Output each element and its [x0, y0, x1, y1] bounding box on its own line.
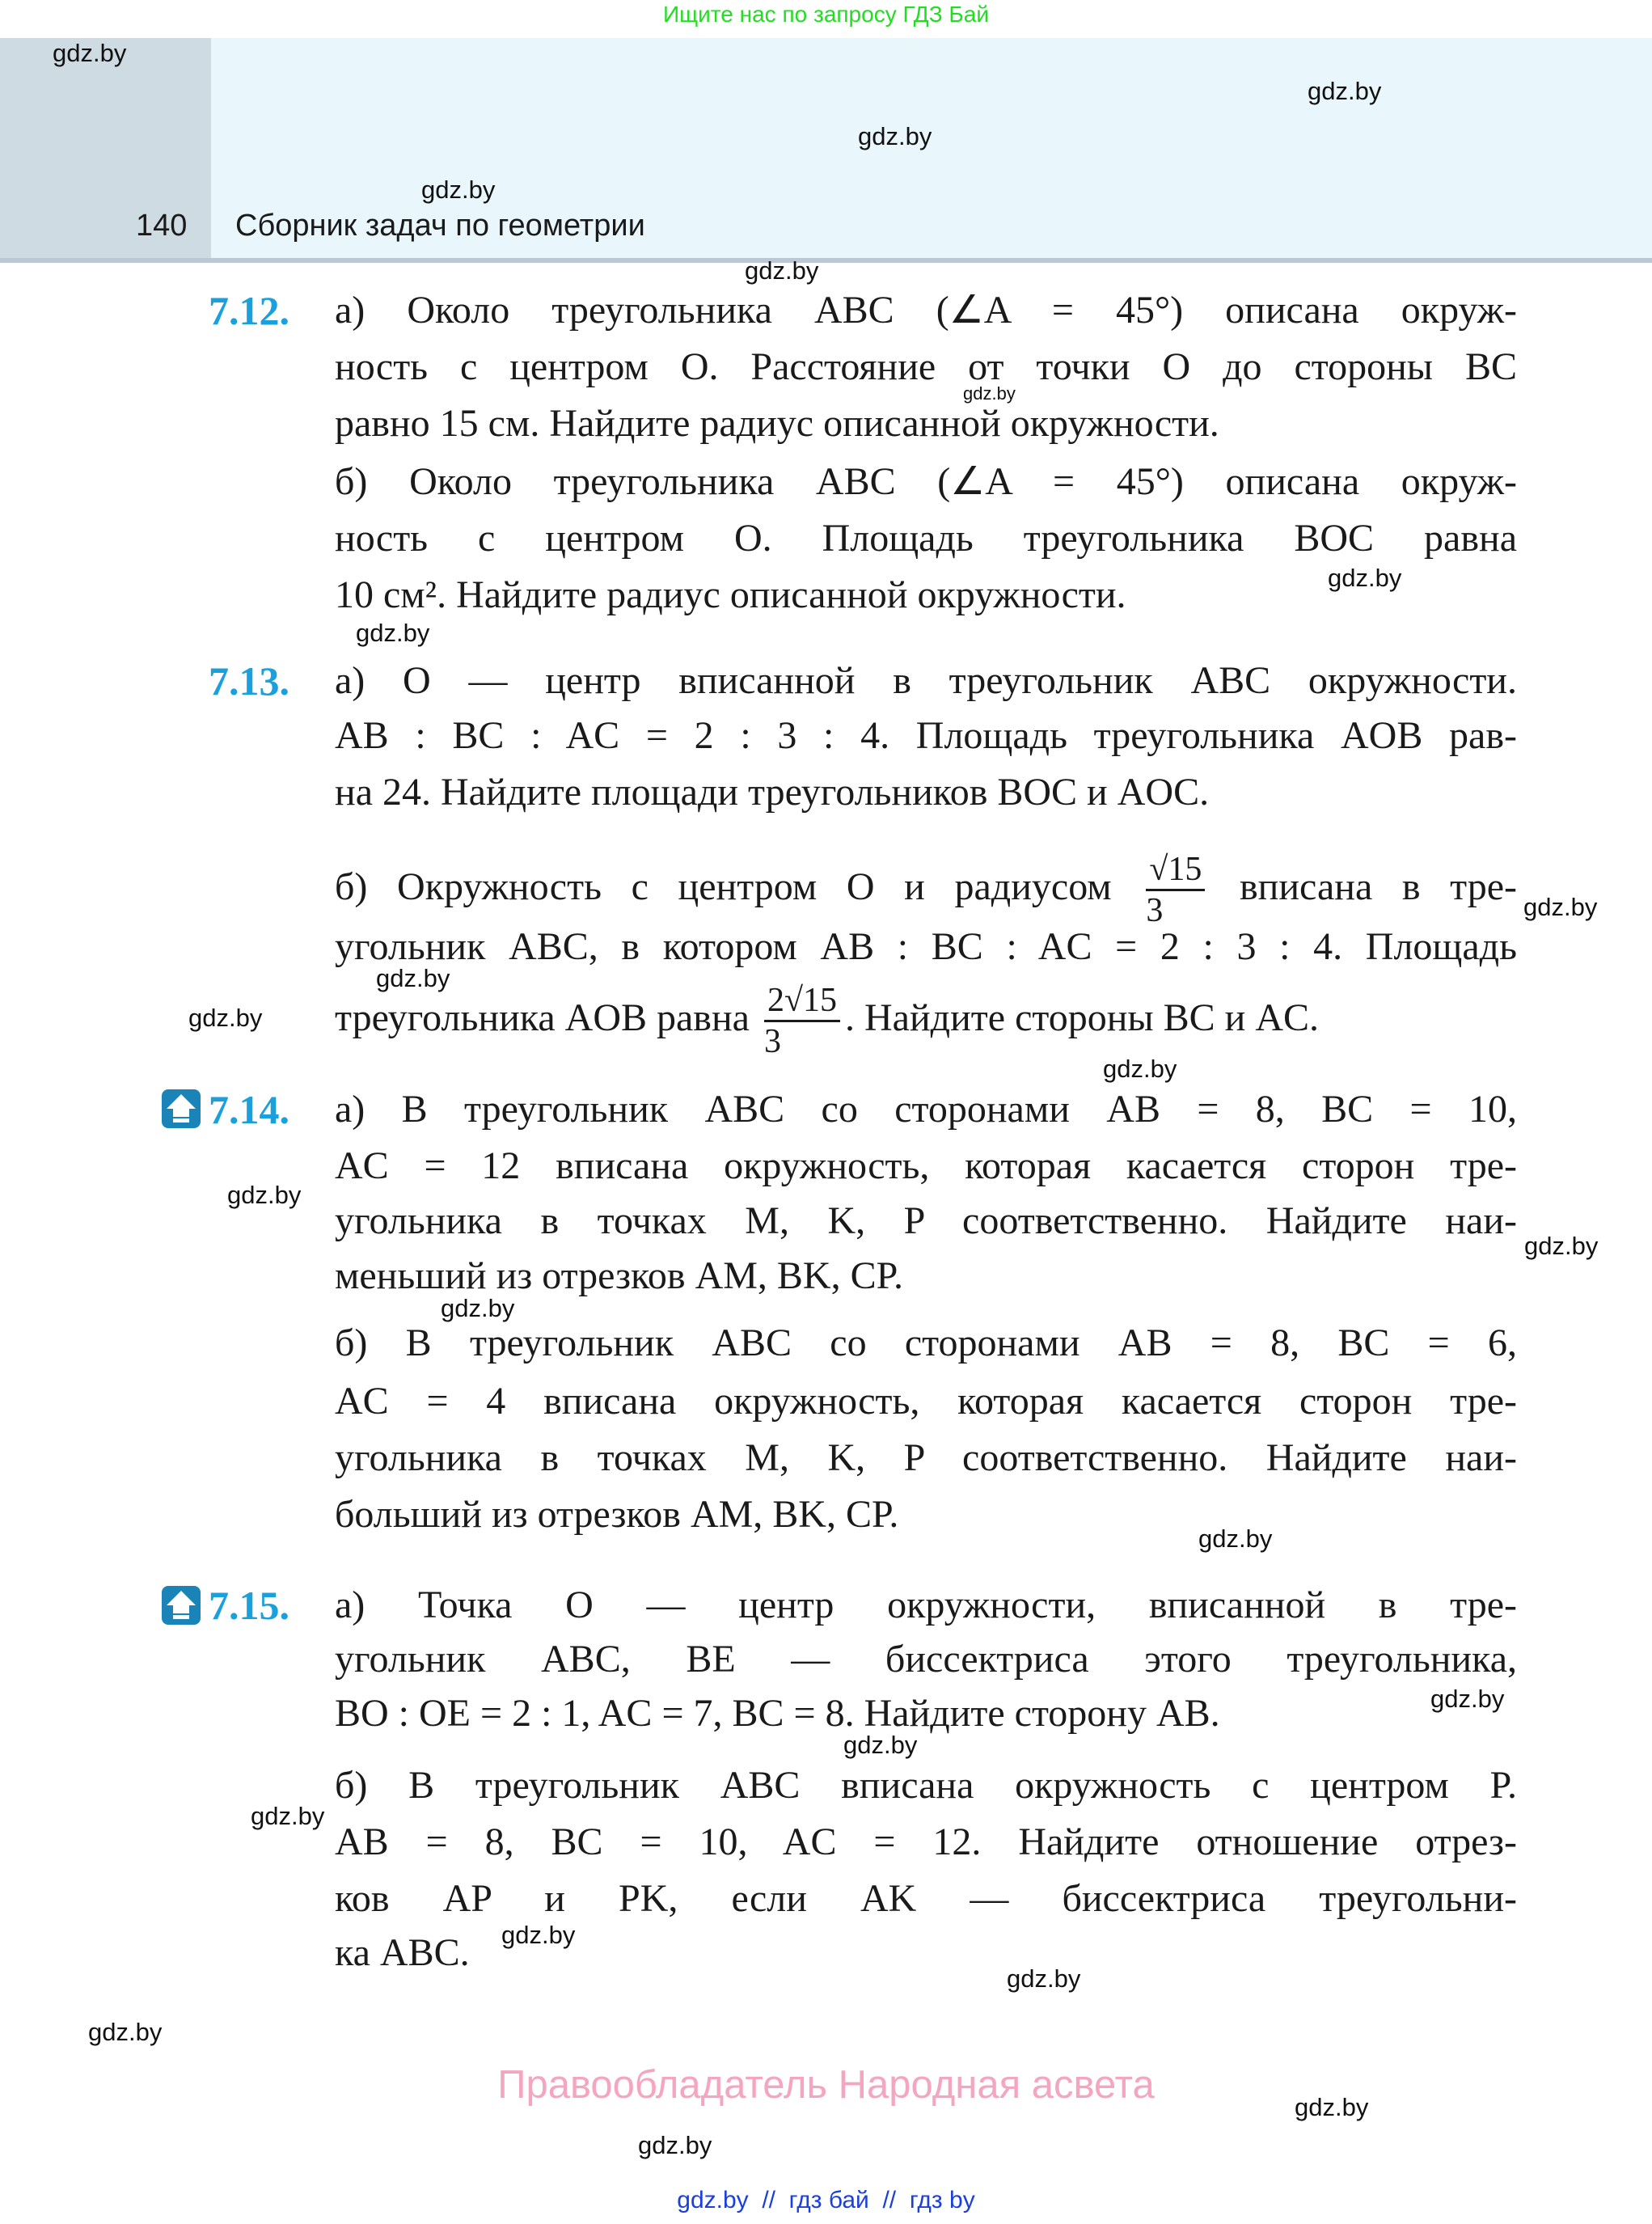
watermark: gdz.by	[1198, 1524, 1273, 1553]
watermark: gdz.by	[1430, 1685, 1505, 1713]
problem-line: меньший из отрезков AM, BK, CP.	[335, 1254, 903, 1297]
watermark: gdz.by	[1295, 2093, 1369, 2121]
watermark: gdz.by	[188, 1004, 263, 1032]
copyright-notice: Правообладатель Народная асвета	[497, 2063, 1155, 2107]
problem-number: 7.15.	[209, 1583, 289, 1628]
problem-line: равно 15 см. Найдите радиус описанной окружности.	[335, 402, 1219, 445]
problem-line: а) Около треугольника ABC (∠A = 45°) описана окруж-	[335, 289, 1517, 332]
watermark: gdz.by	[251, 1802, 325, 1830]
problem-line: ков AP и PK, если AK — биссектриса треугольни-	[335, 1877, 1517, 1920]
watermark: gdz.by	[356, 619, 430, 647]
problem-line: а) В треугольник ABC со сторонами AB = 8, BC = 10,	[335, 1088, 1517, 1131]
text: вписана в тре-	[1240, 865, 1518, 908]
text: б) Окружность с центром O и радиусом	[335, 865, 1112, 908]
denominator: 3	[1146, 892, 1164, 930]
problem-line: AC = 4 вписана окружность, которая касается сторон тре-	[335, 1380, 1517, 1423]
problem-line: AB = 8, BC = 10, AC = 12. Найдите отношение отрез-	[335, 1820, 1517, 1863]
watermark: gdz.by	[1308, 77, 1382, 105]
numerator: 2√15	[764, 981, 840, 1022]
watermark: gdz.by	[745, 256, 819, 285]
search-hint: Ищите нас по запросу ГДЗ Бай	[662, 2, 990, 27]
watermark: gdz.by	[843, 1731, 918, 1759]
problem-line: угольник ABC, в котором AB : BC : AC = 2 : 3 : 4. Площадь	[335, 925, 1517, 968]
watermark: gdz.by	[858, 122, 932, 150]
problem-line: 10 см². Найдите радиус описанной окружности.	[335, 573, 1126, 616]
numerator: √15	[1146, 850, 1205, 891]
problem-line: угольника в точках M, K, P соответственно. Найдите наи-	[335, 1199, 1517, 1242]
watermark: gdz.by	[1328, 564, 1402, 592]
problem-line: BO : OE = 2 : 1, AC = 7, BC = 8. Найдите сторону AB.	[335, 1692, 1220, 1735]
problem-line: ность с центром O. Площадь треугольника BOC равна	[335, 517, 1517, 560]
fraction	[764, 981, 840, 1061]
watermark: gdz.by	[1523, 893, 1598, 921]
page-number: 140	[136, 209, 188, 243]
watermark: gdz.by	[421, 175, 496, 204]
watermark: gdz.by	[501, 1921, 576, 1949]
watermark: gdz.by	[227, 1181, 302, 1209]
watermark: gdz.by	[638, 2131, 712, 2159]
problem-line	[335, 974, 1517, 1063]
problem-line: AB : BC : AC = 2 : 3 : 4. Площадь треугольника AOB рав-	[335, 714, 1517, 757]
problem-line: ность с центром O. Расстояние от точки O до стороны BC	[335, 345, 1517, 388]
watermark: gdz.by	[376, 964, 450, 992]
problem-line: на 24. Найдите площади треугольников BOC и AOC.	[335, 771, 1210, 814]
problem-line: ка ABC.	[335, 1931, 470, 1974]
home-task-icon	[162, 1586, 201, 1625]
watermark: gdz.by	[1103, 1055, 1177, 1083]
problem-line: угольник ABC, BE — биссектриса этого треугольника,	[335, 1638, 1517, 1681]
text: . Найдите стороны BC и AC.	[845, 996, 1320, 1039]
problem-line: AC = 12 вписана окружность, которая касается сторон тре-	[335, 1144, 1517, 1187]
home-task-icon	[162, 1089, 201, 1128]
book-title: Сборник задач по геометрии	[235, 209, 645, 243]
watermark: gdz.by	[1007, 1964, 1081, 1993]
text: треугольника AOB равна	[335, 996, 750, 1039]
problem-line: а) O — центр вписанной в треугольник ABC окружности.	[335, 659, 1517, 702]
problem-line: б) В треугольник ABC со сторонами AB = 8, BC = 6,	[335, 1321, 1517, 1364]
problem-number: 7.12.	[209, 288, 289, 333]
problem-line: б) Около треугольника ABC (∠A = 45°) описана окруж-	[335, 460, 1517, 503]
watermark: gdz.by	[963, 383, 1016, 404]
problem-number: 7.14.	[209, 1087, 289, 1132]
problem-line: а) Точка O — центр окружности, вписанной в тре-	[335, 1583, 1517, 1626]
watermark: gdz.by	[88, 2018, 163, 2046]
problem-line: больший из отрезков AM, BK, CP.	[335, 1493, 899, 1536]
watermark: gdz.by	[441, 1294, 515, 1322]
problem-line: угольника в точках M, K, P соответственно. Найдите наи-	[335, 1436, 1517, 1479]
watermark: gdz.by	[53, 39, 127, 67]
watermark: gdz.by	[1524, 1232, 1599, 1260]
problem-number: 7.13.	[209, 658, 289, 704]
footer-links[interactable]: gdz.by // гдз бай // гдз by	[677, 2187, 975, 2213]
problem-line: б) В треугольник ABC вписана окружность с центром P.	[335, 1764, 1517, 1807]
denominator: 3	[763, 1023, 781, 1061]
